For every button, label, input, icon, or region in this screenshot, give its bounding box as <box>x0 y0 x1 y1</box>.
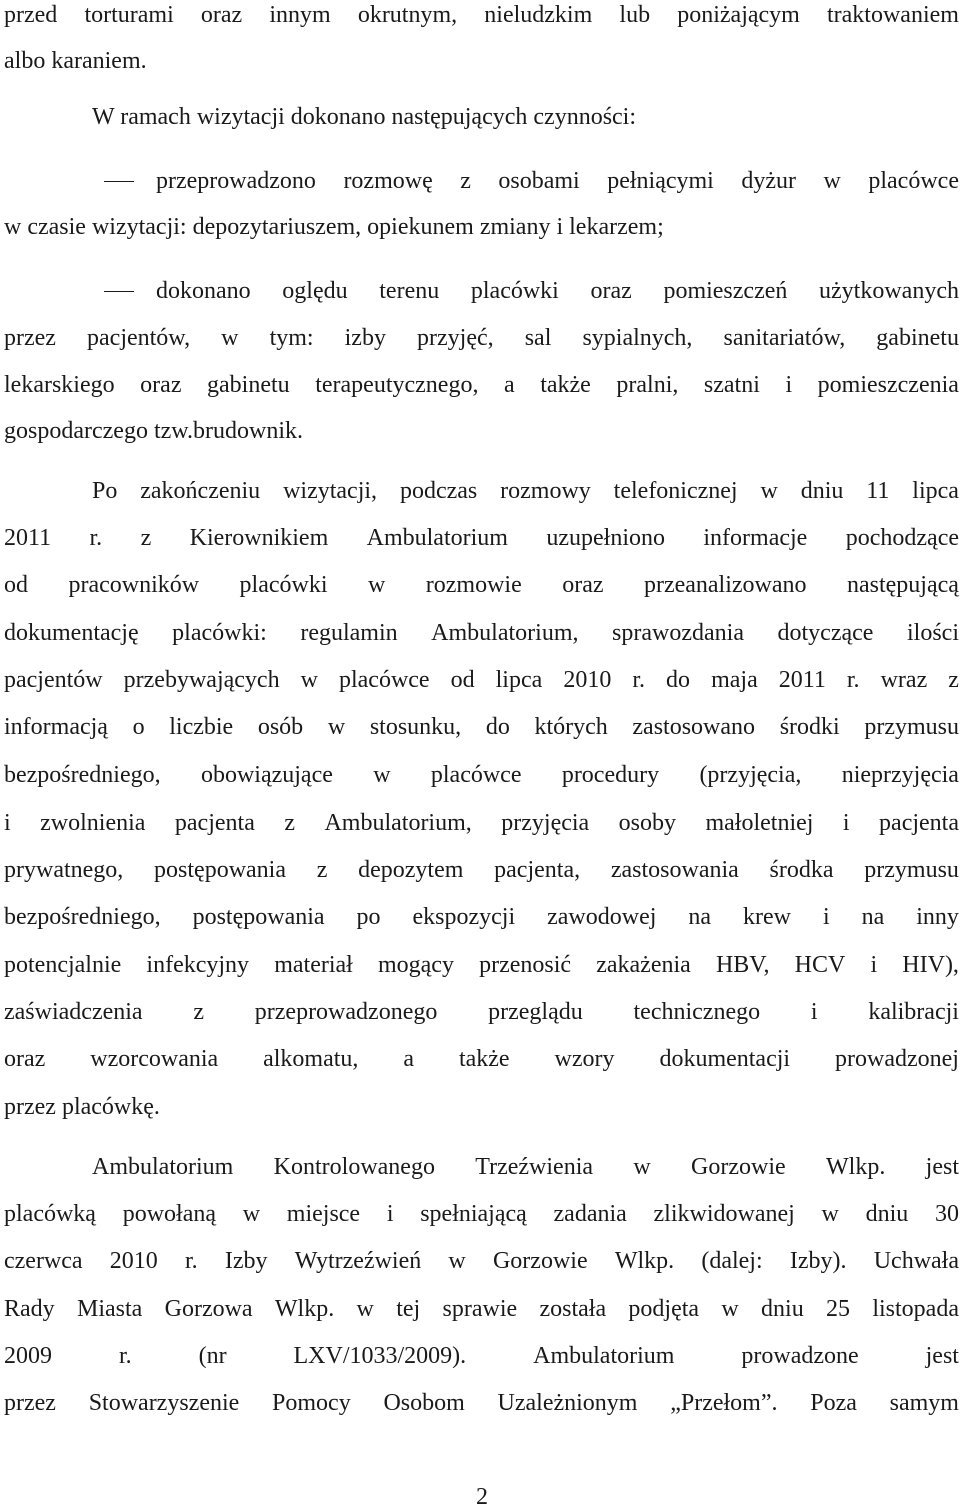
word: wzorcowania <box>90 1046 219 1072</box>
word: z <box>460 168 471 194</box>
word: (przyjęcia, <box>699 762 802 788</box>
word: Gorzowa <box>164 1296 253 1322</box>
word: mogący <box>377 952 454 978</box>
word: pracowników <box>68 572 200 598</box>
word: Stowarzyszenie <box>88 1390 240 1416</box>
word: w <box>721 1296 739 1322</box>
paragraph-1-line-11 <box>4 950 959 980</box>
word: liczbie <box>169 714 234 740</box>
word: uzupełniono <box>546 525 665 551</box>
word: Wlkp. <box>614 1248 675 1274</box>
list-item-2-line-4: gospodarczego tzw.brudownik. <box>4 418 304 444</box>
word: z <box>316 857 328 883</box>
word: nieludzkim <box>484 2 593 28</box>
word: HCV <box>794 952 846 978</box>
paragraph-1-line-10 <box>4 902 959 932</box>
word: rozmowie <box>425 572 522 598</box>
word: 2009 <box>4 1343 52 1369</box>
word: rozmowy <box>500 478 591 504</box>
word: 2011 <box>4 525 52 551</box>
word: i <box>870 952 878 978</box>
word: dniu <box>800 478 844 504</box>
word: Trzeźwienia <box>475 1154 594 1180</box>
word: o <box>132 714 145 740</box>
word: tej <box>396 1296 421 1322</box>
word: placówce <box>430 762 522 788</box>
word: nieprzyjęcia <box>841 762 959 788</box>
word: HBV, <box>715 952 770 978</box>
word: dniu <box>761 1296 804 1322</box>
word: Ambulatorium <box>366 525 508 551</box>
word: a <box>403 1046 415 1072</box>
word: pochodzące <box>845 525 959 551</box>
paragraph-2-line-2 <box>4 1199 959 1229</box>
paragraph-1-line-4 <box>4 618 959 648</box>
word: środki <box>779 714 840 740</box>
word: prowadzone <box>741 1343 859 1369</box>
document-page <box>4 0 960 1511</box>
word: spełniającą <box>420 1201 527 1227</box>
word: Wytrzeźwień <box>294 1248 422 1274</box>
word: LXV/1033/2009). <box>293 1343 467 1369</box>
word: Izby <box>224 1248 268 1274</box>
word: zadania <box>553 1201 627 1227</box>
word: i <box>810 999 818 1025</box>
paragraph-1-line-14: przez placówkę. <box>4 1094 160 1120</box>
word: dyżur <box>741 168 797 194</box>
word: samym <box>889 1390 959 1416</box>
word: i <box>386 1201 394 1227</box>
word: 2010 <box>563 667 612 693</box>
word: pacjentów <box>4 667 103 693</box>
word: także <box>458 1046 510 1072</box>
word: do <box>666 667 691 693</box>
word: i <box>4 810 11 836</box>
word: oraz <box>140 372 182 398</box>
word: sypialnych, <box>582 325 693 351</box>
word: z <box>193 999 204 1025</box>
list-item-1-line-1 <box>156 166 959 196</box>
word: Wlkp. <box>826 1154 886 1180</box>
word: rozmowę <box>343 168 433 194</box>
word: podczas <box>399 478 478 504</box>
word: lub <box>619 2 651 28</box>
word: alkomatu, <box>263 1046 359 1072</box>
word: r. <box>632 667 646 693</box>
word: Ambulatorium <box>533 1343 675 1369</box>
paragraph-1-line-2 <box>4 523 959 553</box>
word: Gorzowie <box>492 1248 588 1274</box>
word: zwolnienia <box>40 810 146 836</box>
word: gabinetu <box>207 372 290 398</box>
word: ekspozycji <box>412 904 516 930</box>
word: przed <box>4 2 58 28</box>
word: ilości <box>906 620 959 646</box>
paragraph-2-line-6 <box>4 1388 959 1418</box>
word: inny <box>916 904 959 930</box>
word: placówki <box>470 278 559 304</box>
word: od <box>450 667 475 693</box>
word: placówce <box>338 667 430 693</box>
list-item-2-line-1 <box>156 276 959 306</box>
paragraph-2-line-4 <box>4 1294 959 1324</box>
word: w <box>300 667 318 693</box>
word: Izby). <box>789 1248 847 1274</box>
word: przeglądu <box>488 999 583 1025</box>
word: tym: <box>269 325 314 351</box>
word: wizytacji, <box>283 478 378 504</box>
word: Kontrolowanego <box>273 1154 435 1180</box>
list-item-2-line-3 <box>4 370 959 400</box>
word: prywatnego, <box>4 857 124 883</box>
word: przenosić <box>479 952 572 978</box>
word: przeprowadzono <box>156 168 316 194</box>
word: i <box>842 810 850 836</box>
word: w <box>821 1201 839 1227</box>
word: wzory <box>554 1046 615 1072</box>
word: placówce <box>868 168 959 194</box>
word: okrutnym, <box>357 2 458 28</box>
word: zastosowania <box>610 857 739 883</box>
word: technicznego <box>633 999 761 1025</box>
paragraph-2-line-5 <box>4 1341 959 1371</box>
paragraph-1-line-5 <box>4 665 959 695</box>
word: oraz <box>4 1046 46 1072</box>
paragraph-1-line-12 <box>4 997 959 1027</box>
word: przeanalizowano <box>643 572 807 598</box>
word: użytkowanych <box>819 278 959 304</box>
word: sal <box>524 325 552 351</box>
word: (dalej: <box>701 1248 763 1274</box>
word: od <box>4 572 28 598</box>
word: w <box>367 572 386 598</box>
word: następującą <box>846 572 959 598</box>
text-line-2: albo karaniem. <box>4 48 147 74</box>
word: pacjenta <box>879 810 959 836</box>
word: placówką <box>4 1201 96 1227</box>
paragraph-1-line-9 <box>4 855 959 885</box>
paragraph-2-line-1 <box>92 1152 959 1182</box>
word: poniżającym <box>677 2 800 28</box>
word: w <box>356 1296 374 1322</box>
word: innym <box>269 2 331 28</box>
word: „Przełom”. <box>670 1390 778 1416</box>
word: małoletniej <box>705 810 814 836</box>
word: oraz <box>590 278 632 304</box>
word: i <box>822 904 830 930</box>
word: r. <box>118 1343 132 1369</box>
word: w <box>448 1248 466 1274</box>
word: w <box>327 714 346 740</box>
word: zakończeniu <box>140 478 261 504</box>
word: sprawozdania <box>612 620 744 646</box>
word: pomieszczeń <box>663 278 788 304</box>
word: Poza <box>810 1390 857 1416</box>
word: zlikwidowanej <box>653 1201 795 1227</box>
word: miejsce <box>286 1201 361 1227</box>
word: na <box>688 904 712 930</box>
word: 11 <box>866 478 890 504</box>
word: obowiązujące <box>200 762 333 788</box>
word: jest <box>925 1154 959 1180</box>
word: postępowania <box>154 857 286 883</box>
word: postępowania <box>192 904 325 930</box>
word: z <box>140 525 152 551</box>
word: r. <box>185 1248 198 1274</box>
word: w <box>242 1201 261 1227</box>
list-item-2-line-2 <box>4 323 959 353</box>
word: Ambulatorium, <box>324 810 472 836</box>
paragraph-1-line-13 <box>4 1044 959 1074</box>
word: z <box>284 810 295 836</box>
word: r. <box>89 525 103 551</box>
word: w <box>373 762 391 788</box>
paragraph-1-line-7 <box>4 760 959 790</box>
word: HIV), <box>902 952 959 978</box>
list-dash-2 <box>104 291 134 292</box>
word: procedury <box>561 762 660 788</box>
word: stosunku, <box>369 714 462 740</box>
word: zawodowej <box>547 904 657 930</box>
word: także <box>540 372 591 398</box>
word: maja <box>711 667 758 693</box>
word: przez <box>4 1390 56 1416</box>
word: szatni <box>703 372 760 398</box>
word: a <box>504 372 515 398</box>
word: telefonicznej <box>613 478 738 504</box>
word: terapeutycznego, <box>315 372 479 398</box>
word: Ambulatorium <box>92 1154 234 1180</box>
word: regulamin <box>300 620 398 646</box>
word: bezpośredniego, <box>4 762 161 788</box>
text-line-1 <box>4 0 959 30</box>
paragraph-1-line-6 <box>4 712 959 742</box>
word: i <box>785 372 793 398</box>
word: gabinetu <box>876 325 959 351</box>
word: przyjęcia <box>501 810 590 836</box>
word: Po <box>92 478 118 504</box>
word: wraz <box>880 667 928 693</box>
word: oraz <box>200 2 243 28</box>
word: Gorzowie <box>691 1154 786 1180</box>
word: sanitariatów, <box>723 325 846 351</box>
word: dokumentację <box>4 620 139 646</box>
word: oraz <box>562 572 604 598</box>
word: podjęta <box>628 1296 700 1322</box>
word: 2011 <box>778 667 826 693</box>
word: Rady <box>4 1296 55 1322</box>
word: jest <box>925 1343 959 1369</box>
word: Osobom <box>383 1390 465 1416</box>
word: lipca <box>495 667 543 693</box>
word: przymusu <box>864 714 959 740</box>
word: materiał <box>274 952 353 978</box>
page-number: 2 <box>476 1484 488 1510</box>
word: 25 <box>826 1296 851 1322</box>
word: infekcyjny <box>146 952 250 978</box>
word: depozytem <box>358 857 464 883</box>
paragraph-1-line-1 <box>92 476 959 506</box>
list-dash-1 <box>104 181 134 182</box>
word: traktowaniem <box>826 2 959 28</box>
paragraph-1-line-3 <box>4 570 959 600</box>
word: lekarskiego <box>4 372 115 398</box>
word: oględu <box>282 278 348 304</box>
word: Pomocy <box>272 1390 351 1416</box>
word: na <box>861 904 885 930</box>
word: Ambulatorium, <box>431 620 579 646</box>
word: pacjentów, <box>87 325 191 351</box>
word: potencjalnie <box>4 952 122 978</box>
list-item-1-line-2: w czasie wizytacji: depozytariuszem, opiekunem zmiany i lekarzem; <box>4 214 664 240</box>
word: pralni, <box>616 372 679 398</box>
word: pacjenta, <box>494 857 581 883</box>
word: środka <box>769 857 834 883</box>
word: kalibracji <box>868 999 959 1025</box>
word: pomieszczenia <box>817 372 959 398</box>
word: zakażenia <box>596 952 691 978</box>
word: przeprowadzonego <box>254 999 438 1025</box>
word: przymusu <box>864 857 959 883</box>
word: z <box>948 667 959 693</box>
word: placówki: <box>172 620 267 646</box>
word: Uzależnionym <box>497 1390 638 1416</box>
word: Uchwała <box>873 1248 959 1274</box>
word: przyjęć, <box>417 325 494 351</box>
word: Kierownikiem <box>189 525 329 551</box>
word: osobami <box>498 168 580 194</box>
word: dokumentacji <box>659 1046 791 1072</box>
word: Wlkp. <box>274 1296 335 1322</box>
word: zastosowano <box>632 714 756 740</box>
word: krew <box>742 904 791 930</box>
word: prowadzonej <box>835 1046 959 1072</box>
word: zaświadczenia <box>4 999 143 1025</box>
word: lipca <box>912 478 959 504</box>
paragraph-2-line-3 <box>4 1246 959 1276</box>
text-line-3: W ramach wizytacji dokonano następujących czynności: <box>92 104 637 130</box>
word: przebywających <box>123 667 280 693</box>
word: Miasta <box>76 1296 143 1322</box>
word: w <box>633 1154 651 1180</box>
word: (nr <box>198 1343 227 1369</box>
word: terenu <box>379 278 440 304</box>
word: przez <box>4 325 56 351</box>
word: w <box>221 325 239 351</box>
word: listopada <box>872 1296 959 1322</box>
word: sprawie <box>442 1296 518 1322</box>
word: 30 <box>935 1201 959 1227</box>
word: informacją <box>4 714 108 740</box>
word: torturami <box>84 2 174 28</box>
word: dotyczące <box>777 620 874 646</box>
word: dokonano <box>156 278 251 304</box>
word: czerwca <box>4 1248 83 1274</box>
word: bezpośredniego, <box>4 904 161 930</box>
word: w <box>823 168 841 194</box>
word: osoby <box>618 810 676 836</box>
word: pacjenta <box>174 810 255 836</box>
word: 2010 <box>109 1248 158 1274</box>
word: r. <box>846 667 860 693</box>
word: dniu <box>865 1201 909 1227</box>
word: w <box>760 478 778 504</box>
word: placówki <box>239 572 328 598</box>
word: izby <box>344 325 386 351</box>
paragraph-1-line-8 <box>4 808 959 838</box>
word: osób <box>257 714 304 740</box>
word: po <box>356 904 381 930</box>
word: została <box>539 1296 607 1322</box>
word: powołaną <box>122 1201 216 1227</box>
word: których <box>534 714 608 740</box>
word: do <box>485 714 510 740</box>
word: informacje <box>703 525 808 551</box>
word: pełniącymi <box>607 168 714 194</box>
